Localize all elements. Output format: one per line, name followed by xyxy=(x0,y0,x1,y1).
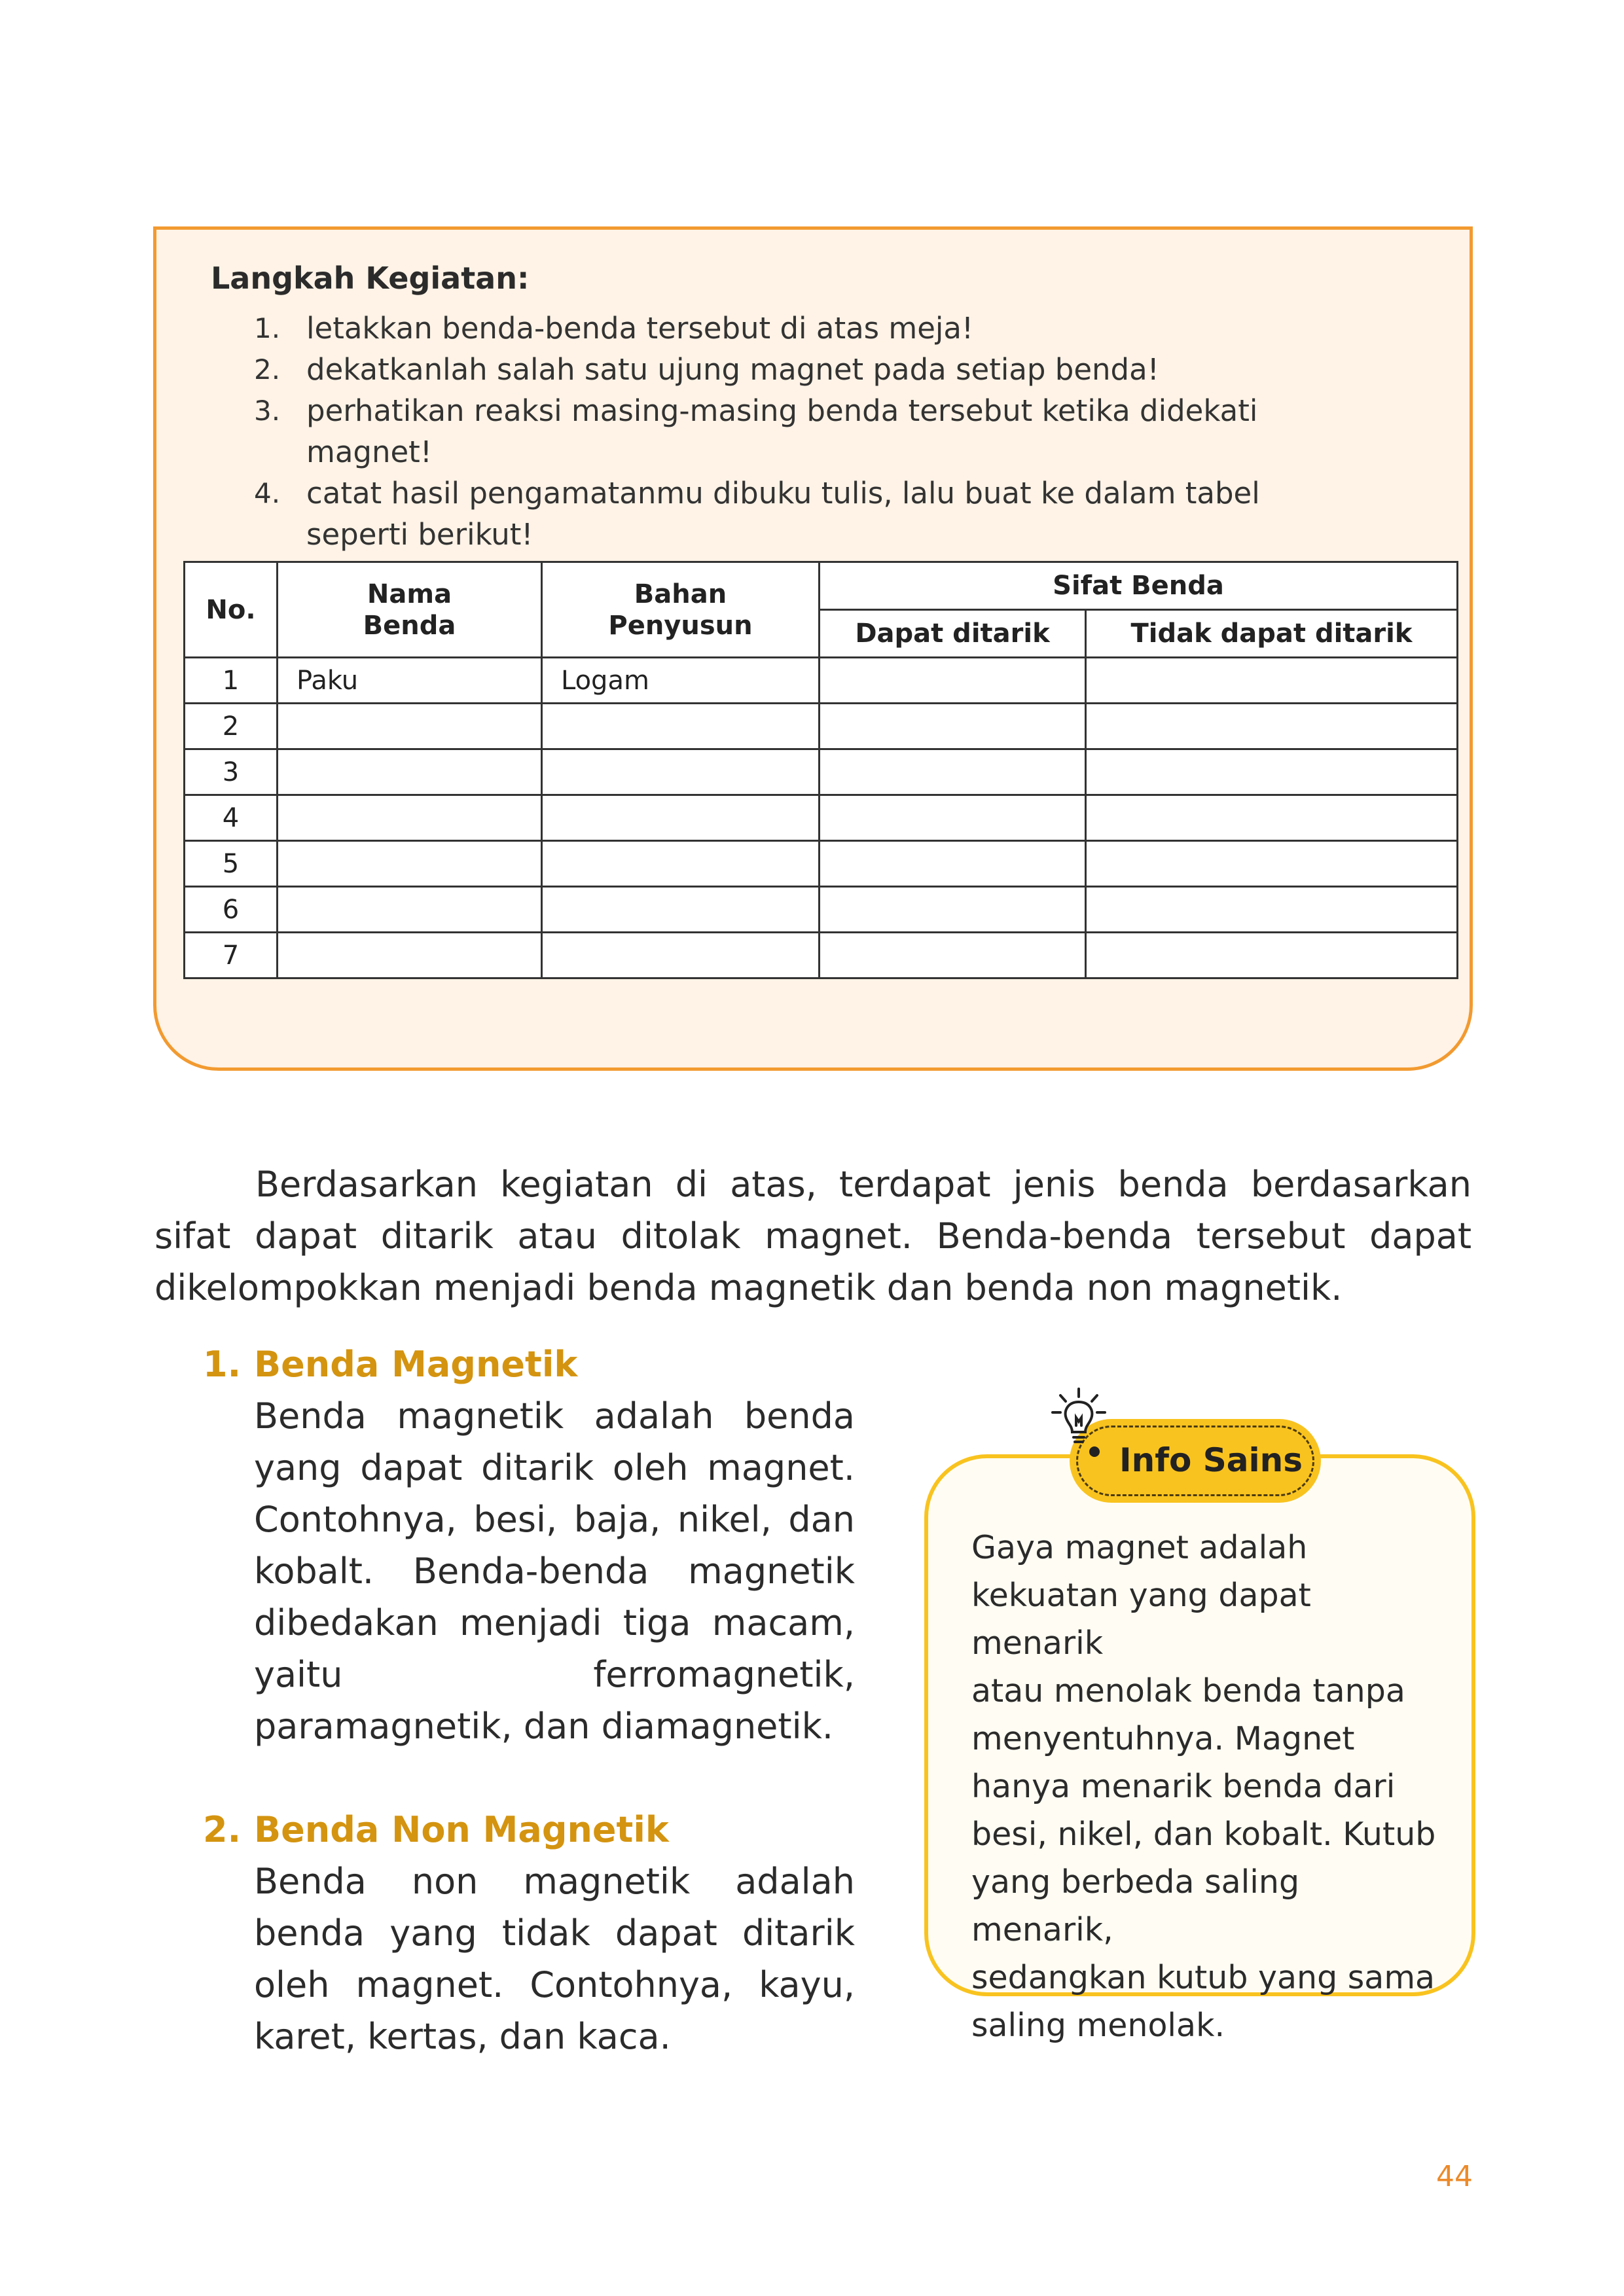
section-heading-magnetik: 1. Benda Magnetik xyxy=(203,1344,578,1385)
cell-nama xyxy=(278,841,542,887)
info-line: sedangkan kutub yang sama xyxy=(971,1959,1435,1996)
info-badge-label: Info Sains xyxy=(1119,1441,1303,1479)
cell-nama: Paku xyxy=(278,658,542,704)
cell-bahan xyxy=(542,704,820,749)
cell-dapat xyxy=(820,887,1086,933)
cell-bahan: Logam xyxy=(542,658,820,704)
cell-tidak xyxy=(1086,795,1458,841)
cell-nama xyxy=(278,795,542,841)
step-item xyxy=(254,473,1341,555)
page-number: 44 xyxy=(1436,2160,1473,2193)
cell-nama xyxy=(278,704,542,749)
section-body-magnetik: Benda magnetik adalah benda yang dapat ditarik oleh magnet. Contohnya, besi, baja, nikel, dan kobalt. Benda-benda magnetik dibedakan menjadi tiga macam, yaitu ferromagnetik, paramagnetik, dan diamagnetik. xyxy=(254,1395,855,1747)
section-heading-non-magnetik: 2. Benda Non Magnetik xyxy=(203,1809,669,1850)
step-text: letakkan benda-benda tersebut di atas meja! xyxy=(306,311,974,346)
step-item xyxy=(254,349,1341,390)
cell-tidak xyxy=(1086,933,1458,978)
header-dapat-ditarik: Dapat ditarik xyxy=(820,610,1086,658)
step-number: 4. xyxy=(254,477,281,509)
cell-nama xyxy=(278,933,542,978)
info-line: saling menolak. xyxy=(971,2007,1225,2044)
cell-no: 2 xyxy=(185,704,278,749)
cell-tidak xyxy=(1086,749,1458,795)
cell-no: 5 xyxy=(185,841,278,887)
section-body-non-magnetik: Benda non magnetik adalah benda yang tidak dapat ditarik oleh magnet. Contohnya, kayu, karet, kertas, dan kaca. xyxy=(254,1861,855,2057)
info-line: atau menolak benda tanpa xyxy=(971,1672,1405,1710)
steps-list xyxy=(254,308,1341,555)
header-nama-benda: Nama Benda xyxy=(278,562,542,658)
step-text: dekatkanlah salah satu ujung magnet pada setiap benda! xyxy=(306,352,1159,387)
cell-nama xyxy=(278,749,542,795)
cell-bahan xyxy=(542,749,820,795)
cell-tidak xyxy=(1086,887,1458,933)
info-line: besi, nikel, dan kobalt. Kutub xyxy=(971,1816,1436,1853)
step-text: catat hasil pengamatanmu dibuku tulis, lalu buat ke dalam tabel seperti berikut! xyxy=(306,476,1260,552)
cell-dapat xyxy=(820,704,1086,749)
cell-dapat xyxy=(820,795,1086,841)
step-item xyxy=(254,308,1341,349)
step-number: 1. xyxy=(254,312,281,344)
table-row xyxy=(185,887,1458,933)
cell-bahan xyxy=(542,795,820,841)
info-line: Gaya magnet adalah xyxy=(971,1529,1308,1566)
cell-bahan xyxy=(542,933,820,978)
info-line: hanya menarik benda dari xyxy=(971,1768,1396,1805)
cell-bahan xyxy=(542,841,820,887)
cell-no: 7 xyxy=(185,933,278,978)
cell-no: 1 xyxy=(185,658,278,704)
cell-tidak xyxy=(1086,658,1458,704)
step-number: 2. xyxy=(254,353,281,386)
cell-no: 6 xyxy=(185,887,278,933)
lightbulb-icon xyxy=(1047,1386,1113,1458)
observation-table xyxy=(183,561,1458,979)
info-line: menyentuhnya. Magnet xyxy=(971,1720,1355,1757)
cell-dapat xyxy=(820,841,1086,887)
step-item xyxy=(254,390,1341,473)
cell-dapat xyxy=(820,749,1086,795)
cell-no: 4 xyxy=(185,795,278,841)
cell-tidak xyxy=(1086,841,1458,887)
table-row xyxy=(185,933,1458,978)
cell-tidak xyxy=(1086,704,1458,749)
table-row xyxy=(185,841,1458,887)
header-tidak-dapat-ditarik: Tidak dapat ditarik xyxy=(1086,610,1458,658)
info-text xyxy=(971,1524,1449,2049)
steps-heading: Langkah Kegiatan: xyxy=(211,260,530,296)
cell-dapat xyxy=(820,658,1086,704)
info-line: yang berbeda saling menarik, xyxy=(971,1863,1300,1948)
step-number: 3. xyxy=(254,395,281,427)
table-row xyxy=(185,704,1458,749)
header-bahan-penyusun: Bahan Penyusun xyxy=(542,562,820,658)
step-text: perhatikan reaksi masing-masing benda tersebut ketika didekati magnet! xyxy=(306,393,1258,469)
cell-no: 3 xyxy=(185,749,278,795)
table-row xyxy=(185,795,1458,841)
intro-paragraph: Berdasarkan kegiatan di atas, terdapat jenis benda berdasarkan sifat dapat ditarik atau ditolak magnet. Benda-benda tersebut dapat dikelompokkan menjadi benda magnetik dan benda non magnetik. xyxy=(154,1164,1471,1308)
cell-dapat xyxy=(820,933,1086,978)
table-row xyxy=(185,749,1458,795)
info-line: kekuatan yang dapat menarik xyxy=(971,1577,1311,1662)
cell-bahan xyxy=(542,887,820,933)
header-sifat-benda: Sifat Benda xyxy=(820,562,1458,610)
table-row xyxy=(185,658,1458,704)
cell-nama xyxy=(278,887,542,933)
header-no: No. xyxy=(185,562,278,658)
